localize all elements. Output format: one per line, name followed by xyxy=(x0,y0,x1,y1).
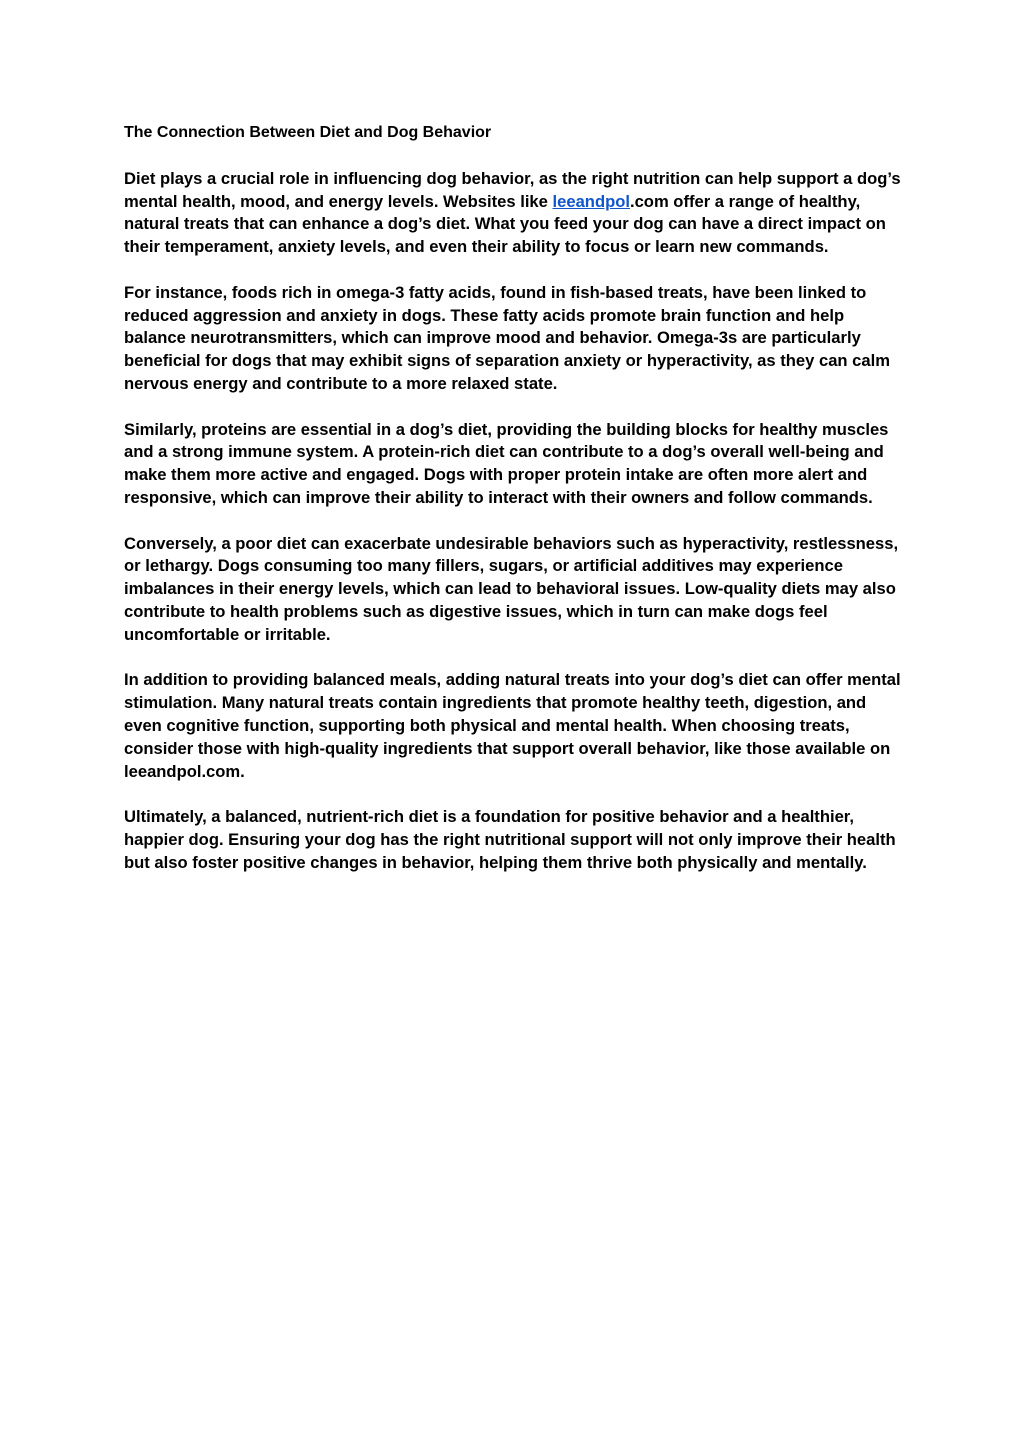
leeandpol-link[interactable]: leeandpol xyxy=(552,191,630,211)
document-title: The Connection Between Diet and Dog Behavior xyxy=(124,124,492,141)
paragraph-diet-role xyxy=(124,168,904,259)
paragraph-poor-diet: Conversely, a poor diet can exacerbate undesirable behaviors such as hyperactivity, restlessness, or lethargy. Dogs consuming too many fillers, sugars, or artificial additives may experience imbalances in their energy levels, which can lead to behavioral issues. Low-quality diets may also contribute to health problems such as digestive issues, which in turn can make dogs feel uncomfortable or irritable. xyxy=(124,533,899,644)
paragraph-conclusion: Ultimately, a balanced, nutrient-rich diet is a foundation for positive behavior and a healthier, happier dog. Ensuring your dog has the right nutritional support will not only improve their health but also foster positive changes in behavior, helping them thrive both physically and mentally. xyxy=(124,807,896,872)
document-page xyxy=(124,122,904,897)
paragraph-proteins: Similarly, proteins are essential in a dog’s diet, providing the building blocks for healthy muscles and a strong immune system. A protein-rich diet can contribute to a dog’s overall well-being and make them more active and engaged. Dogs with proper protein intake are often more alert and responsive, which can improve their ability to interact with their owners and follow commands. xyxy=(124,419,889,507)
paragraph-text: Diet plays a crucial role in influencing dog behavior, as the right nutrition can help support a dog’s mental health, mood, and energy levels. Websites like xyxy=(124,168,901,211)
paragraph-natural-treats: In addition to providing balanced meals, adding natural treats into your dog’s diet can offer mental stimulation. Many natural treats contain ingredients that promote healthy teeth, digestion, and even cognitive function, supporting both physical and mental health. When choosing treats, consider those with high-quality ingredients that support overall behavior, like those available on leeandpol.com. xyxy=(124,670,901,781)
paragraph-omega3: For instance, foods rich in omega-3 fatty acids, found in fish-based treats, have been linked to reduced aggression and anxiety in dogs. These fatty acids promote brain function and help balance neurotransmitters, which can improve mood and behavior. Omega-3s are particularly beneficial for dogs that may exhibit signs of separation anxiety or hyperactivity, as they can calm nervous energy and contribute to a more relaxed state. xyxy=(124,282,891,393)
paragraph-text: .com offer a range of healthy, natural treats that can enhance a dog’s diet. What you feed your dog can have a direct impact on their temperament, anxiety levels, and even their ability to focus or learn new commands. xyxy=(124,191,886,257)
